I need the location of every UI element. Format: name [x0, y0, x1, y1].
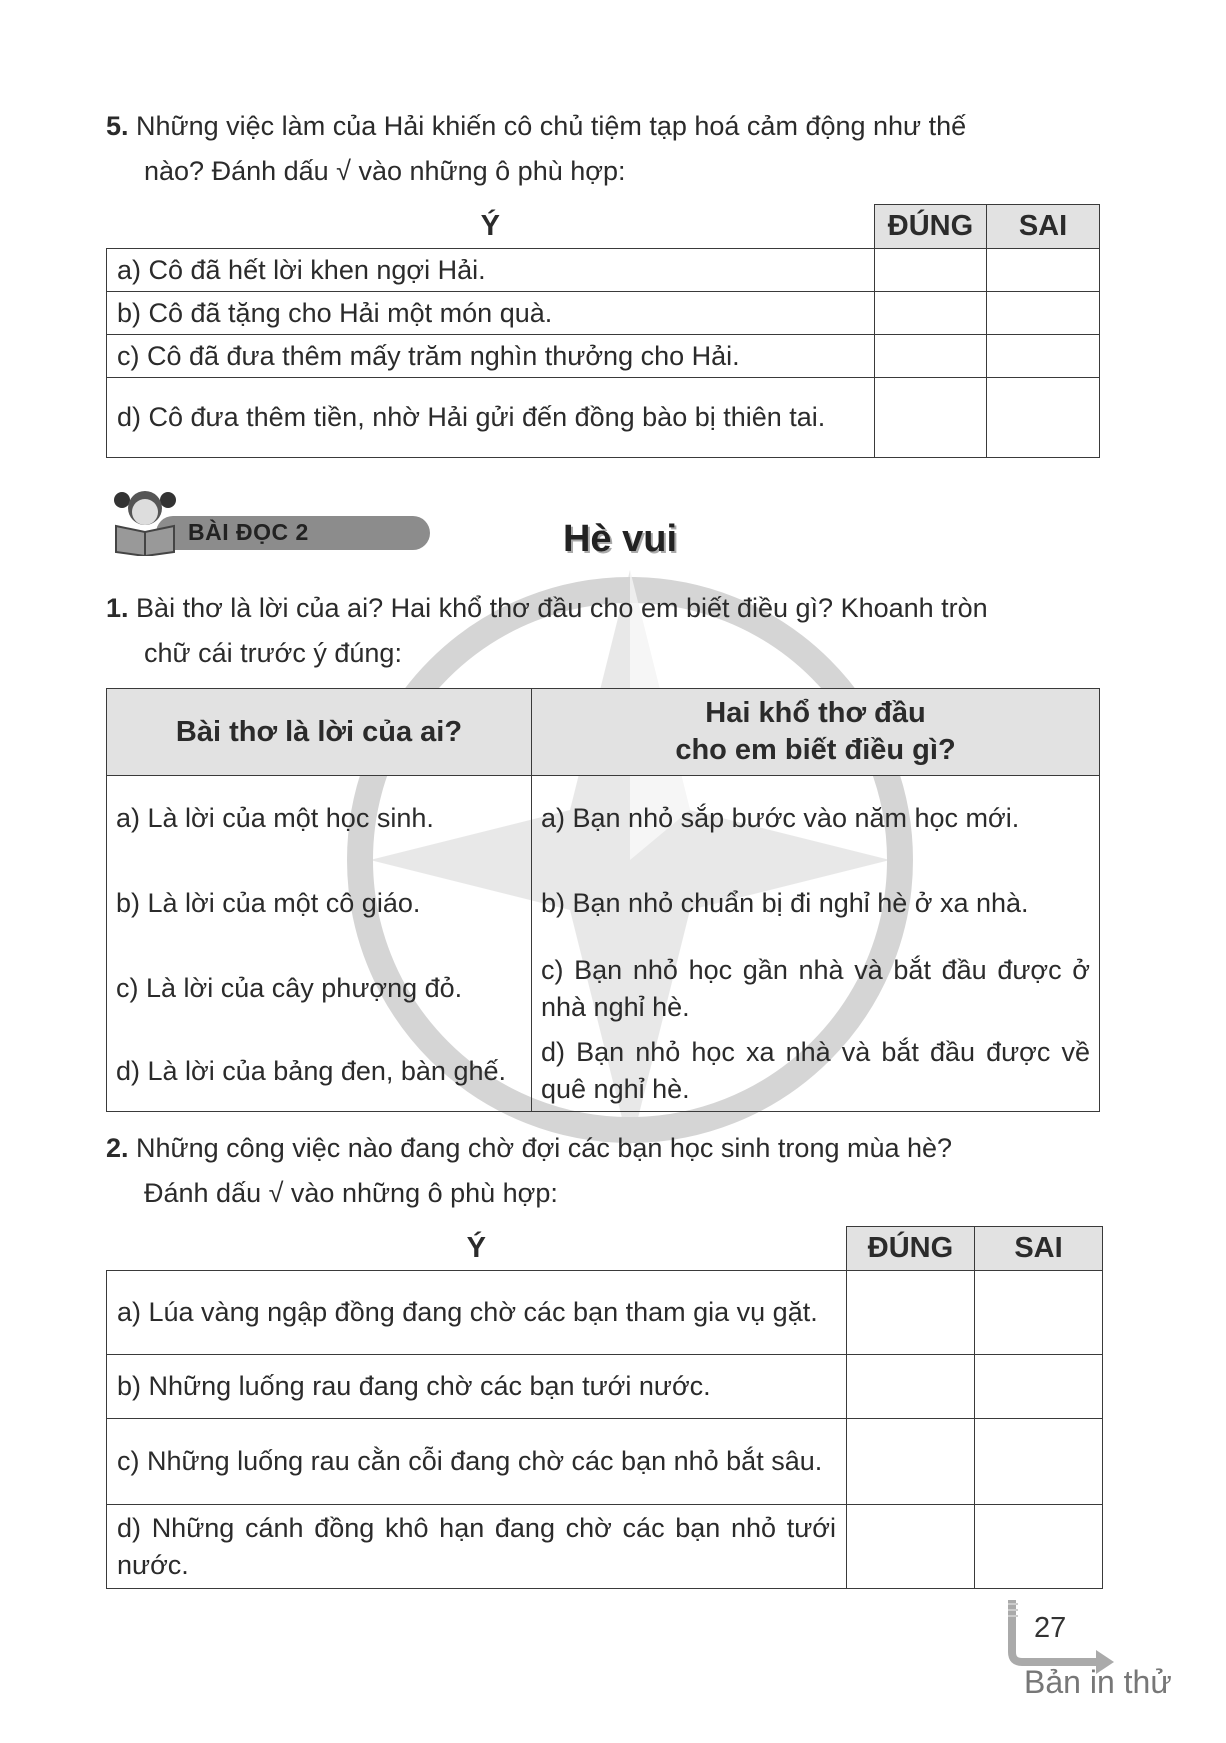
statement-cell: a) Cô đã hết lời khen ngợi Hải. — [107, 249, 875, 292]
statement-cell: b) Cô đã tặng cho Hải một món quà. — [107, 292, 875, 335]
question-number: 1. — [106, 593, 129, 623]
table-row — [107, 249, 1100, 292]
table-row — [107, 335, 1100, 378]
column-header-false: SAI — [987, 205, 1100, 249]
choice-left[interactable]: a) Là lời của một học sinh. — [107, 776, 532, 862]
false-checkbox-cell[interactable] — [975, 1505, 1103, 1589]
false-checkbox-cell[interactable] — [987, 335, 1100, 378]
statement-cell: a) Lúa vàng ngập đồng đang chờ các bạn tham gia vụ gặt. — [107, 1271, 847, 1355]
table-row — [107, 292, 1100, 335]
question-text-line1: Những việc làm của Hải khiến cô chủ tiệm tạp hoá cảm động như thế — [136, 111, 967, 141]
statement-cell: d) Những cánh đồng khô hạn đang chờ các bạn nhỏ tưới nước. — [107, 1505, 847, 1589]
true-checkbox-cell[interactable] — [875, 335, 987, 378]
question-text-line1: Những công việc nào đang chờ đợi các bạn học sinh trong mùa hè? — [136, 1133, 953, 1163]
true-checkbox-cell[interactable] — [847, 1271, 975, 1355]
statement-cell: c) Cô đã đưa thêm mấy trăm nghìn thưởng cho Hải. — [107, 335, 875, 378]
question-number: 2. — [106, 1133, 129, 1163]
statement-cell: d) Cô đưa thêm tiền, nhờ Hải gửi đến đồng bào bị thiên tai. — [107, 378, 875, 458]
true-checkbox-cell[interactable] — [847, 1419, 975, 1505]
badge-label: BÀI ĐỌC 2 — [188, 519, 309, 545]
question-text-line1: Bài thơ là lời của ai? Hai khổ thơ đầu cho em biết điều gì? Khoanh tròn — [136, 593, 988, 623]
question-1 — [106, 586, 1106, 676]
false-checkbox-cell[interactable] — [975, 1271, 1103, 1355]
question-2 — [106, 1126, 1106, 1216]
false-checkbox-cell[interactable] — [987, 378, 1100, 458]
true-checkbox-cell[interactable] — [875, 378, 987, 458]
statement-cell: c) Những luống rau cằn cỗi đang chờ các bạn nhỏ bắt sâu. — [107, 1419, 847, 1505]
table-row — [107, 1271, 1103, 1355]
column-header-true: ĐÚNG — [847, 1227, 975, 1271]
choice-right[interactable]: a) Bạn nhỏ sắp bước vào năm học mới. — [532, 776, 1100, 862]
statement-cell: b) Những luống rau đang chờ các bạn tưới nước. — [107, 1355, 847, 1419]
table-row — [107, 1355, 1103, 1419]
false-checkbox-cell[interactable] — [975, 1355, 1103, 1419]
table-row — [107, 378, 1100, 458]
column-header-speaker: Bài thơ là lời của ai? — [107, 689, 532, 776]
column-header-idea: Ý — [107, 1227, 847, 1271]
table-row — [107, 1419, 1103, 1505]
choice-left[interactable]: b) Là lời của một cô giáo. — [107, 862, 532, 946]
print-proof-note: Bản in thử — [1024, 1664, 1172, 1700]
true-false-table-2 — [106, 1226, 1103, 1589]
false-checkbox-cell[interactable] — [975, 1419, 1103, 1505]
question-5 — [106, 104, 1106, 194]
question-text-line2: nào? Đánh dấu √ vào những ô phù hợp: — [144, 156, 626, 186]
choice-right[interactable]: b) Bạn nhỏ chuẩn bị đi nghỉ hè ở xa nhà. — [532, 862, 1100, 946]
choice-right[interactable]: d) Bạn nhỏ học xa nhà và bắt đầu được về quê nghỉ hè. — [532, 1032, 1100, 1112]
true-checkbox-cell[interactable] — [875, 292, 987, 335]
header-line2: cho em biết điều gì? — [675, 734, 956, 766]
column-header-true: ĐÚNG — [875, 205, 987, 249]
true-false-table-1 — [106, 204, 1100, 458]
true-checkbox-cell[interactable] — [875, 249, 987, 292]
multiple-choice-table — [106, 688, 1100, 1112]
question-text-line2: Đánh dấu √ vào những ô phù hợp: — [144, 1178, 558, 1208]
header-line1: Hai khổ thơ đầu — [705, 697, 926, 729]
reading-girl-icon — [110, 486, 180, 556]
column-header-meaning — [532, 689, 1100, 776]
false-checkbox-cell[interactable] — [987, 249, 1100, 292]
page-number: 27 — [1034, 1612, 1067, 1644]
false-checkbox-cell[interactable] — [987, 292, 1100, 335]
column-header-idea: Ý — [107, 205, 875, 249]
table-row — [107, 1505, 1103, 1589]
question-text-line2: chữ cái trước ý đúng: — [144, 638, 402, 668]
true-checkbox-cell[interactable] — [847, 1355, 975, 1419]
true-checkbox-cell[interactable] — [847, 1505, 975, 1589]
question-number: 5. — [106, 111, 129, 141]
choice-left[interactable]: c) Là lời của cây phượng đỏ. — [107, 946, 532, 1032]
choice-right[interactable]: c) Bạn nhỏ học gần nhà và bắt đầu được ở nhà nghỉ hè. — [532, 946, 1100, 1032]
column-header-false: SAI — [975, 1227, 1103, 1271]
choice-left[interactable]: d) Là lời của bảng đen, bàn ghế. — [107, 1032, 532, 1112]
reading-title: Hè vui — [562, 518, 678, 560]
